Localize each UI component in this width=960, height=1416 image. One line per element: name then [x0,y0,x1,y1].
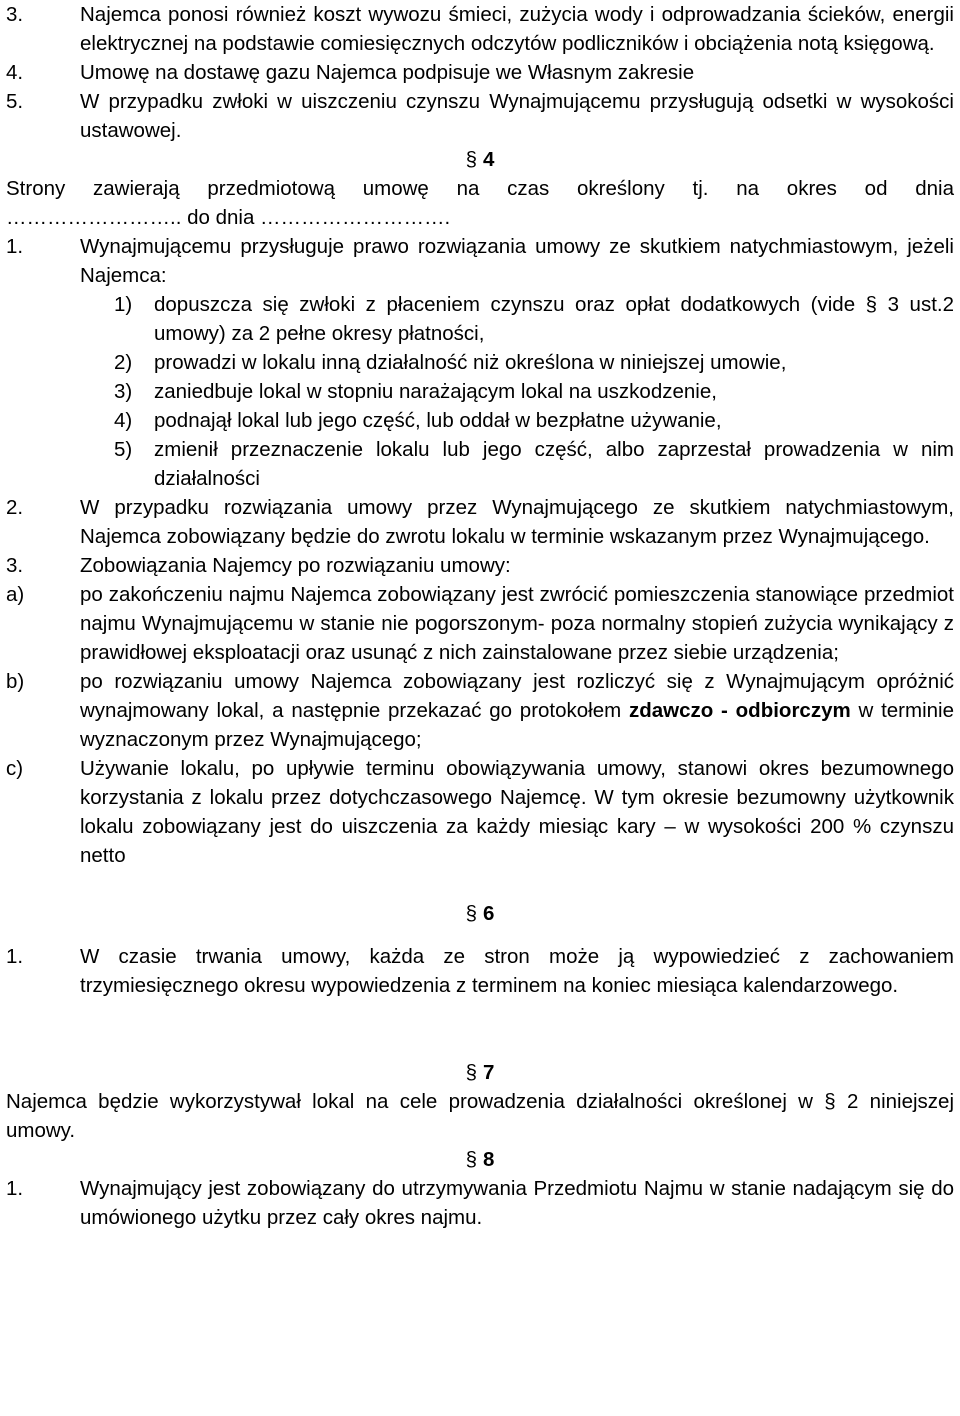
item-text: Umowę na dostawę gazu Najemca podpisuje we Własnym zakresie [80,61,695,84]
section-7-text: Najemca będzie wykorzystywał lokal na cele prowadzenia działalności określonej w § 2 niniejszej umowy. [6,1090,954,1142]
item-text: po zakończeniu najmu Najemca zobowiązany jest zwrócić pomieszczenia stanowiące przedmiot najmu Wynajmującemu w stanie nie pogorszonym- poza normalny stopień zużycia wynikający z prawidłowej eksploatacji oraz usunąć z nich zainstalowane przez siebie urządzenia; [80,583,954,664]
item-number: 4. [6,61,24,84]
list-item [114,377,954,406]
list-item [6,580,954,667]
item-letter: c) [6,757,24,780]
list-item [6,1174,954,1232]
item-text: Najemca ponosi również koszt wywozu śmieci, zużycia wody i odprowadzania ścieków, energii elektrycznej na podstawie comiesięcznych odczytów podliczników i obciążenia notą księgową. [80,3,954,55]
section-4-heading [6,145,954,174]
item-letter: b) [6,670,25,693]
item-text: Wynajmujący jest zobowiązany do utrzymywania Przedmiotu Najmu w stanie nadającym się do umówionego użytku przez cały okres najmu. [80,1177,954,1229]
item-number: 1. [6,235,24,258]
item-number: 3. [6,3,24,26]
item-number: 1. [6,945,24,968]
item-text-part: w terminie wyznaczonym przez Wynajmującego; [80,699,954,751]
section-7-heading [6,1058,954,1087]
top-list [6,0,954,145]
section-number: 4 [483,148,495,171]
list-item [114,406,954,435]
list-item [6,551,954,580]
section-number: 6 [483,902,495,925]
item-text-part: po rozwiązaniu umowy Najemca zobowiązany jest rozliczyć się z Wynajmującym opróżnić wynajmowany lokal, a następnie przekazać go protokołem [80,670,954,722]
list-item [6,667,954,754]
section-symbol: § [465,148,477,171]
list-item [6,232,954,290]
section-4-intro-line2: …………………….. do dnia ………………………. [6,206,451,229]
item-number: 4) [114,409,133,432]
section-symbol: § [465,902,477,925]
item-number: 2. [6,496,24,519]
item-text: W czasie trwania umowy, każda ze stron może ją wypowiedzieć z zachowaniem trzymiesięcznego okresu wypowiedzenia z terminem na koniec miesiąca kalendarzowego. [80,945,954,997]
item-text [80,667,954,754]
item-number: 2) [114,351,133,374]
item-number: 1) [114,293,133,316]
list-item [114,435,954,493]
item-text: W przypadku rozwiązania umowy przez Wynajmującego ze skutkiem natychmiastowym, Najemca zobowiązany będzie do zwrotu lokalu w terminie wskazanym przez Wynajmującego. [80,496,954,548]
section-8-heading [6,1145,954,1174]
list-item [114,348,954,377]
section-number: 7 [483,1061,495,1084]
section-6-heading [6,899,954,928]
item-text: W przypadku zwłoki w uiszczeniu czynszu Wynajmującemu przysługują odsetki w wysokości ustawowej. [80,90,954,142]
list-item [6,754,954,870]
item-number: 1. [6,1177,24,1200]
section-symbol: § [465,1061,477,1084]
item-number: 3. [6,554,24,577]
item-text: zmienił przeznaczenie lokalu lub jego część, albo zaprzestał prowadzenia w nim działalności [154,438,954,490]
section-4-intro-line1: Strony zawierają przedmiotową umowę na czas określony tj. na okres od dnia [6,177,954,200]
item-text: Zobowiązania Najemcy po rozwiązaniu umowy: [80,554,511,577]
item-letter: a) [6,583,25,606]
list-item [6,58,954,87]
item-text: dopuszcza się zwłoki z płaceniem czynszu oraz opłat dodatkowych (vide § 3 ust.2 umowy) za 2 pełne okresy płatności, [154,293,954,345]
item-text: podnajął lokal lub jego część, lub oddał w bezpłatne używanie, [154,409,722,432]
item-number: 3) [114,380,133,403]
item-text: Używanie lokalu, po upływie terminu obowiązywania umowy, stanowi okres bezumownego korzystania z lokalu przez dotychczasowego Najemcę. W tym okresie bezumowny użytkownik lokalu zobowiązany jest do uiszczenia za każdy miesiąc kary – w wysokości 200 % czynszu netto [80,757,954,867]
termination-reasons-list [6,290,954,493]
obligations-list [6,580,954,870]
list-item [6,942,954,1000]
list-item [114,290,954,348]
list-item [6,87,954,145]
item-text: prowadzi w lokalu inną działalność niż określona w niniejszej umowie, [154,351,787,374]
section-symbol: § [465,1148,477,1171]
section-number: 8 [483,1148,495,1171]
list-item [6,0,954,58]
bold-term: zdawczo - odbiorczym [628,699,851,722]
item-number: 5) [114,438,133,461]
item-text: zaniedbuje lokal w stopniu narażającym lokal na uszkodzenie, [154,380,717,403]
item-number: 5. [6,90,24,113]
item-text: Wynajmującemu przysługuje prawo rozwiązania umowy ze skutkiem natychmiastowym, jeżeli Najemca: [80,235,954,287]
list-item [6,493,954,551]
